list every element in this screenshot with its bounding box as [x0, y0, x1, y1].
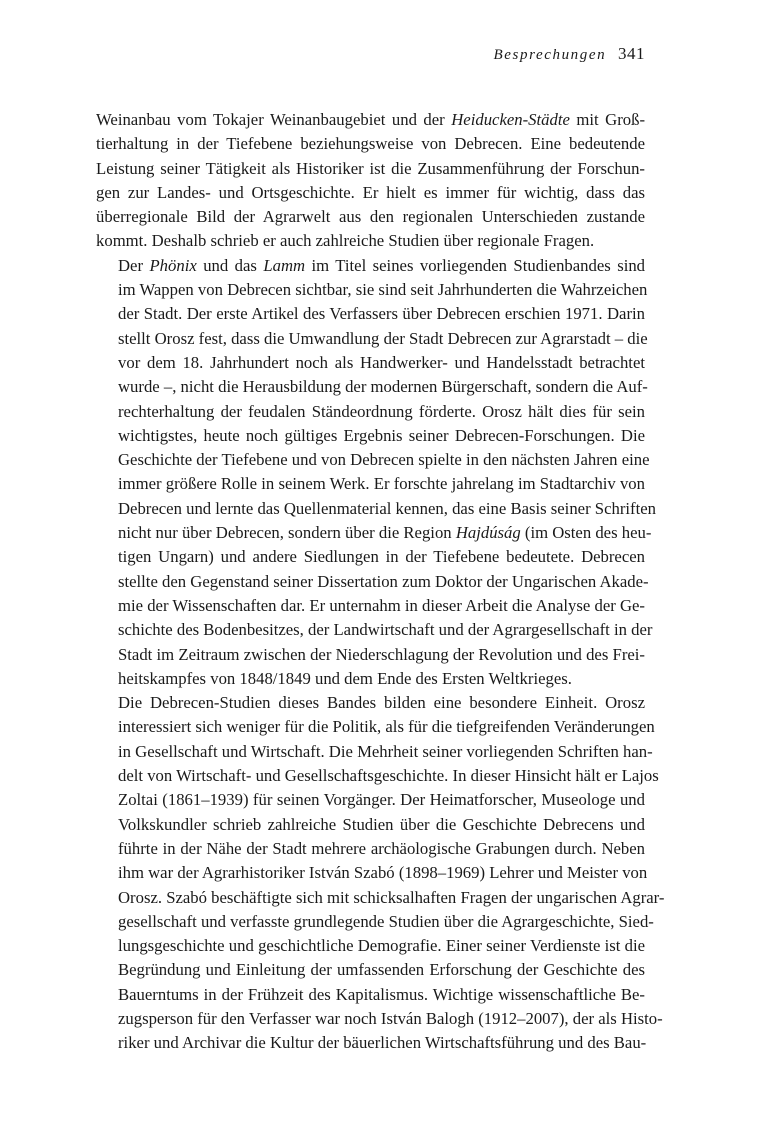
- text-line: Stadt im Zeitraum zwischen der Niederschlagung der Revolution und des Frei-: [118, 644, 645, 664]
- italic-term: Lamm: [263, 255, 306, 275]
- text-line: interessiert sich weniger für die Politik, als für die tiefgreifenden Veränderungen: [118, 717, 655, 737]
- paragraph-3: [96, 691, 665, 1055]
- text-run: nicht nur über Debrecen, sondern über die Region: [118, 523, 456, 543]
- running-title: Besprechungen: [493, 47, 607, 63]
- text-line: schichte des Bodenbesitzes, der Landwirtschaft und der Agrargesellschaft in der: [118, 620, 653, 640]
- text-line: Volkskundler schrieb zahlreiche Studien über die Geschichte Debrecens und: [118, 814, 645, 834]
- text-run: Der: [118, 255, 150, 275]
- text-line: in Gesellschaft und Wirtschaft. Die Mehrheit seiner vorliegenden Schriften han-: [118, 741, 653, 761]
- text-run: und das: [196, 255, 264, 275]
- text-line: tigen Ungarn) und andere Siedlungen in der Tiefebene bedeutete. Debrecen: [118, 547, 645, 567]
- text-line: rechterhaltung der feudalen Ständeordnung förderte. Orosz hält dies für sein: [118, 401, 645, 421]
- page-number: 341: [618, 44, 645, 63]
- running-head: [494, 44, 645, 65]
- text-line: vor dem 18. Jahrhundert noch als Handwerker- und Handelsstadt betrachtet: [118, 352, 645, 372]
- text-line: Geschichte der Tiefebene und von Debrecen spielte in den nächsten Jahren eine: [118, 450, 650, 470]
- text-line: Begründung und Einleitung der umfassenden Erforschung der Geschichte des: [118, 960, 645, 980]
- text-line: lungsgeschichte und geschichtliche Demografie. Einer seiner Verdienste ist die: [118, 936, 645, 956]
- paragraph-1: [96, 108, 645, 254]
- text-line: stellt Orosz fest, dass die Umwandlung der Stadt Debrecen zur Agrarstadt – die: [118, 328, 648, 348]
- text-line: stellte den Gegenstand seiner Dissertation zum Doktor der Ungarischen Akade-: [118, 571, 649, 591]
- text-line: [96, 108, 645, 132]
- text-line: gen zur Landes- und Ortsgeschichte. Er hielt es immer für wichtig, dass das: [96, 182, 645, 202]
- paragraph-2: [96, 254, 656, 691]
- text-line: führte in der Nähe der Stadt mehrere archäologische Grabungen durch. Neben: [118, 838, 645, 858]
- text-line: gesellschaft und verfasste grundlegende Studien über die Agrargeschichte, Sied-: [118, 911, 654, 931]
- text-line: Orosz. Szabó beschäftigte sich mit schicksalhaften Fragen der ungarischen Agrar-: [118, 887, 665, 907]
- text-line: Debrecen und lernte das Quellenmaterial kennen, das eine Basis seiner Schriften: [118, 498, 656, 518]
- text-line: kommt. Deshalb schrieb er auch zahlreiche Studien über regionale Fragen.: [96, 231, 595, 251]
- text-line: der Stadt. Der erste Artikel des Verfassers über Debrecen erschien 1971. Darin: [118, 304, 645, 324]
- text-line: heitskampfes von 1848/1849 und dem Ende des Ersten Weltkrieges.: [118, 668, 572, 688]
- text-line: überregionale Bild der Agrarwelt aus den regionalen Unterschieden zustande: [96, 207, 645, 227]
- text-line: [96, 521, 652, 545]
- text-line: riker und Archivar die Kultur der bäuerlichen Wirtschaftsführung und des Bau-: [118, 1033, 647, 1053]
- text-line: tierhaltung in der Tiefebene beziehungsweise von Debrecen. Eine bedeutende: [96, 134, 645, 154]
- text-line: im Wappen von Debrecen sichtbar, sie sind seit Jahrhunderten die Wahrzeichen: [118, 280, 648, 300]
- italic-term: Heiducken-Städte: [451, 110, 570, 129]
- body-text: [96, 108, 665, 1056]
- text-line: wurde –, nicht die Herausbildung der modernen Bürgerschaft, sondern die Auf-: [118, 377, 648, 397]
- text-line: Leistung seiner Tätigkeit als Historiker ist die Zusammenführung der Forschun-: [96, 158, 645, 178]
- text-line: mie der Wissenschaften dar. Er unternahm in dieser Arbeit die Analyse der Ge-: [118, 595, 645, 615]
- text-line: [96, 254, 645, 278]
- text-line: delt von Wirtschaft- und Gesellschaftsgeschichte. In dieser Hinsicht hält er Lajos: [118, 766, 659, 786]
- italic-term: Hajdúság: [455, 523, 521, 543]
- text-line: Zoltai (1861–1939) für seinen Vorgänger. Der Heimatforscher, Museologe und: [118, 790, 645, 810]
- text-line: Die Debrecen-Studien dieses Bandes bilden eine besondere Einheit. Orosz: [118, 693, 645, 713]
- text-line: ihm war der Agrarhistoriker István Szabó (1898–1969) Lehrer und Meister von: [118, 863, 648, 883]
- text-line: Bauerntums in der Frühzeit des Kapitalismus. Wichtige wissenschaftliche Be-: [118, 984, 645, 1004]
- text-run: Weinanbau vom Tokajer Weinanbaugebiet und der: [96, 110, 452, 129]
- text-run: mit Groß-: [569, 110, 646, 129]
- text-run: (im Osten des heu-: [520, 523, 652, 543]
- text-run: im Titel seines vorliegenden Studienbandes sind: [305, 255, 646, 275]
- text-line: immer größere Rolle in seinem Werk. Er forschte jahrelang im Stadtarchiv von: [118, 474, 645, 494]
- italic-term: Phönix: [149, 255, 197, 275]
- text-line: wichtigstes, heute noch gültiges Ergebnis seiner Debrecen-Forschungen. Die: [118, 425, 645, 445]
- text-line: zugsperson für den Verfasser war noch István Balogh (1912–2007), der als Histo-: [118, 1008, 663, 1028]
